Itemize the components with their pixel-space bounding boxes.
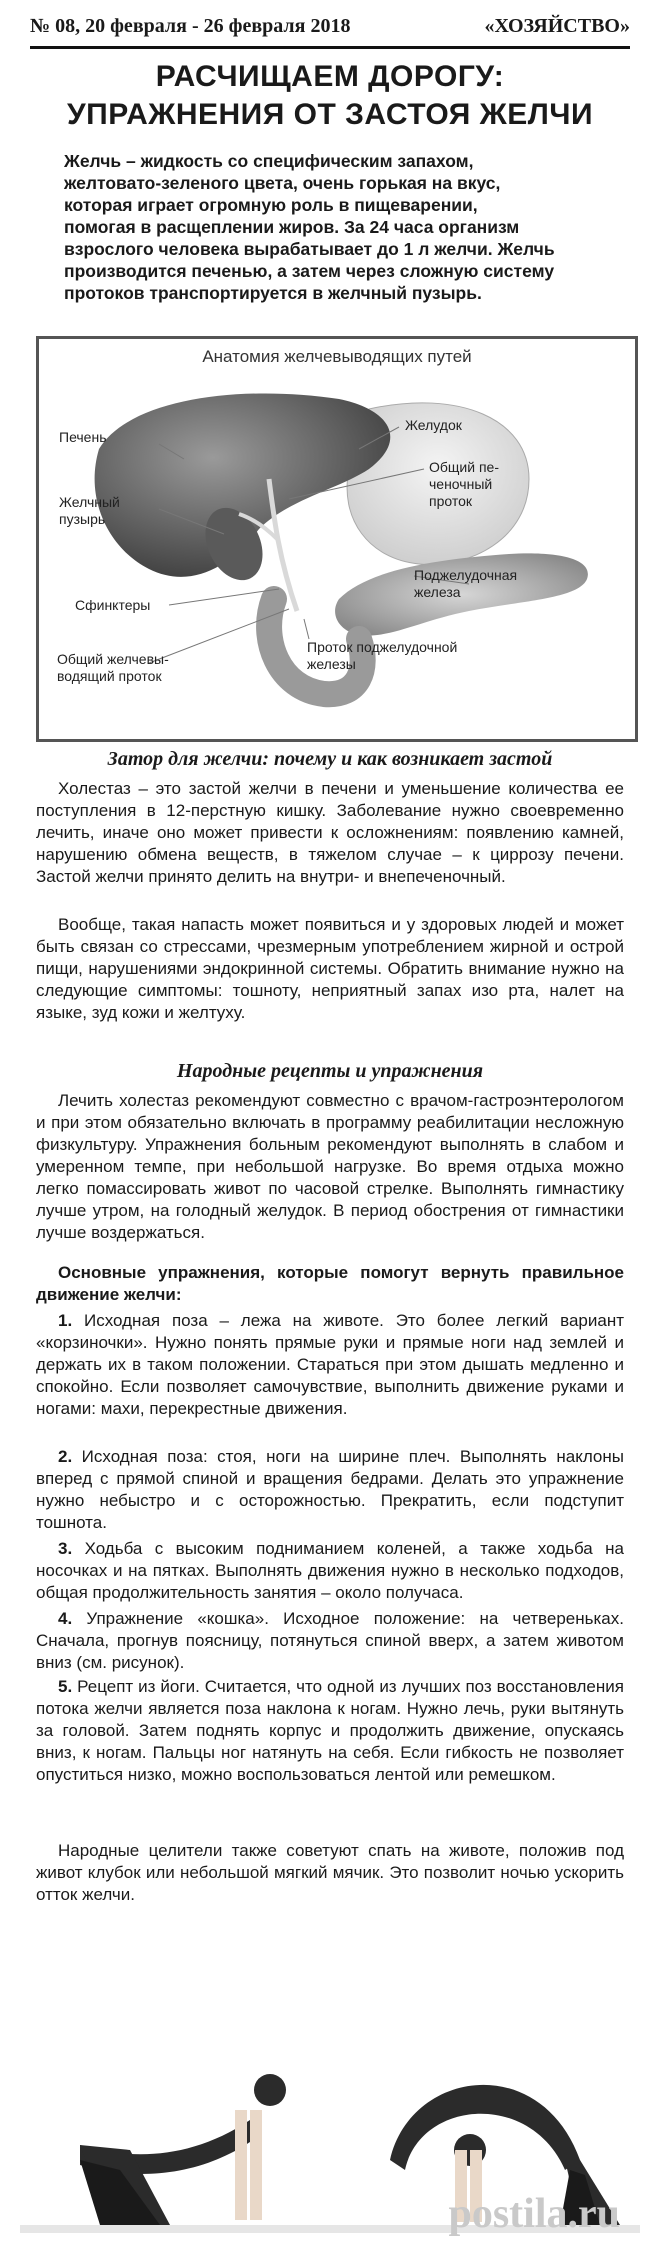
watermark: postila.ru [448, 2191, 620, 2237]
label-stomach: Желудок [405, 417, 462, 433]
exercise-number: 5. [58, 1677, 73, 1696]
exercise-item [36, 1608, 624, 1674]
label-gallbladder [59, 494, 120, 528]
label-pancreas [414, 567, 517, 601]
exercise-number: 4. [58, 1609, 73, 1628]
pose-figure-1 [80, 2074, 286, 2225]
exercise-item [36, 1538, 624, 1604]
label-liver: Печень [59, 429, 107, 445]
lead-line: которая играет огромную роль в пищеварении, [64, 195, 478, 215]
lead-line: взрослого человека вырабатывает до 1 л желчи. Желчь [64, 239, 555, 259]
exercise-text: Исходная поза: стоя, ноги на ширине плеч. Выполнять наклоны вперед с прямой спиной и вращения бедрами. Делать это упражнение нужно небыстро и с осторожностью. Прекратить, если подступит тошнота. [36, 1447, 624, 1532]
label-gallbladder-line: Желчный [59, 494, 120, 510]
exercise-number: 3. [58, 1539, 73, 1558]
paragraph-text: Вообще, такая напасть может появиться и у здоровых людей и может быть связан со стрессами, чрезмерным употреблением жирной и острой пищи, нарушениями эндокринной системы. Обратить внимание нужно на следующие симптомы: тошноту, неприятный запах изо рта, налет на языке, зуд кожи и желтуху. [36, 915, 624, 1022]
exercise-text: Рецепт из йоги. Считается, что одной из лучших поз восстановления потока желчи является поза наклона к ногам. Нужно лечь, руки вытянуть за головой. Затем поднять корпус и продолжить движение, опускаясь вниз, к ногам. Пальцы ног натянуть на себя. Если гибкость не позволяет опуститься низко, можно воспользоваться лентой или ремешком. [36, 1677, 624, 1784]
paragraph-cholestasis [36, 778, 624, 888]
paragraph-closing [36, 1840, 624, 1906]
section-heading-folk-recipes: Народные рецепты и упражнения [176, 1060, 484, 1082]
paragraph-text: Лечить холестаз рекомендуют совместно с врачом-гастроэнтерологом и при этом обязательно включать в программу реабилитации несложную физкультуру. Упражнения больным рекомендуют выполнять в слабом и умеренном темпе, при небольшой нагрузке. Во время отдыха можно легко помассировать живот по часовой стрелке. Выполнять гимнастику лучше утром, на голодный желудок. В период обострения от гимнастики лучше воздержаться. [36, 1091, 624, 1242]
paragraph-causes [36, 914, 624, 1024]
exercise-text: Ходьба с высоким подниманием коленей, а также ходьба на носочках и на пятках. Выполнять движения нужно в несколько подходов, общая продолжительность занятия – около получаса. [36, 1539, 624, 1602]
label-pancreatic-duct [307, 639, 457, 673]
label-pancreas-line: Поджелудочная [414, 567, 518, 583]
label-gallbladder-line: пузырь [59, 511, 106, 527]
exercise-number: 2. [58, 1447, 73, 1466]
exercise-item [36, 1676, 624, 1786]
issue-info: № 08, 20 февраля - 26 февраля 2018 [30, 14, 351, 37]
label-hepatic-duct-line: Общий пе- [429, 459, 499, 475]
label-common-bile-duct [57, 651, 169, 685]
figure-title: Анатомия желчевыводящих путей [202, 347, 472, 366]
title-line-2: УПРАЖНЕНИЯ ОТ ЗАСТОЯ ЖЕЛЧИ [66, 98, 594, 131]
label-hepatic-duct-line: проток [429, 493, 473, 509]
lead-line: Желчь – жидкость со специфическим запахом, [64, 151, 474, 171]
paragraph-text: Холестаз – это застой желчи в печени и уменьшение количества ее поступления в 12-перстную кишку. Заболевание нужно своевременно лечить, иначе оно может привести к осложнениям: появлению камней, нарушению обмена веществ, в тяжелом случае – к циррозу печени. Застой желчи принято делить на внутри- и внепеченочный. [36, 779, 624, 886]
lead-line: производится печенью, а затем через сложную систему [64, 261, 555, 281]
paragraph-text: Народные целители также советуют спать на животе, положив под живот клубок или небольшой мягкий мячик. Это позволит ночью ускорить отток желчи. [36, 1841, 624, 1904]
label-hepatic-duct-line: ченочный [429, 476, 493, 492]
lead-paragraph [64, 150, 620, 304]
label-sphincters: Сфинктеры [75, 597, 151, 613]
header-divider [30, 46, 630, 49]
section-heading-congestion: Затор для желчи: почему и как возникает застой [107, 748, 553, 770]
exercise-number: 1. [58, 1311, 73, 1330]
exercises-heading [36, 1262, 624, 1306]
label-pancreatic-duct-line: железы [307, 656, 356, 672]
exercise-item [36, 1310, 624, 1420]
lead-line: помогая в расщеплении жиров. За 24 часа организм [64, 217, 520, 237]
exercise-text: Упражнение «кошка». Исходное положение: на четвереньках. Сначала, прогнув поясницу, потянуться спиной вверх, а затем животом вниз (см. рисунок). [36, 1609, 624, 1672]
title-line-1: РАСЧИЩАЕМ ДОРОГУ: [155, 60, 505, 93]
exercises-heading-text: Основные упражнения, которые помогут вернуть правильное движение желчи: [36, 1263, 624, 1304]
section-name: «ХОЗЯЙСТВО» [484, 14, 630, 37]
label-common-bile-duct-line: водящий проток [57, 668, 162, 684]
label-hepatic-duct [429, 459, 499, 510]
lead-line: протоков транспортируется в желчный пузырь. [64, 283, 482, 303]
exercise-item [36, 1446, 624, 1534]
exercise-text: Исходная поза – лежа на животе. Это более легкий вариант «корзиночки». Нужно понять прямые руки и прямые ноги над землей и держать их в таком положении. Стараться при этом дышать медленно и спокойно. Если позволяет самочувствие, выполнить движение руками и ногами: махи, перекрестные движения. [36, 1311, 624, 1418]
anatomy-figure [36, 336, 638, 742]
lead-line: желтовато-зеленого цвета, очень горькая на вкус, [64, 173, 501, 193]
label-pancreatic-duct-line: Проток поджелудочной [307, 639, 458, 655]
label-common-bile-duct-line: Общий желчевы- [57, 651, 169, 667]
paragraph-treatment [36, 1090, 624, 1244]
article-title [30, 58, 630, 134]
page-header [30, 8, 630, 44]
label-pancreas-line: железа [414, 584, 461, 600]
